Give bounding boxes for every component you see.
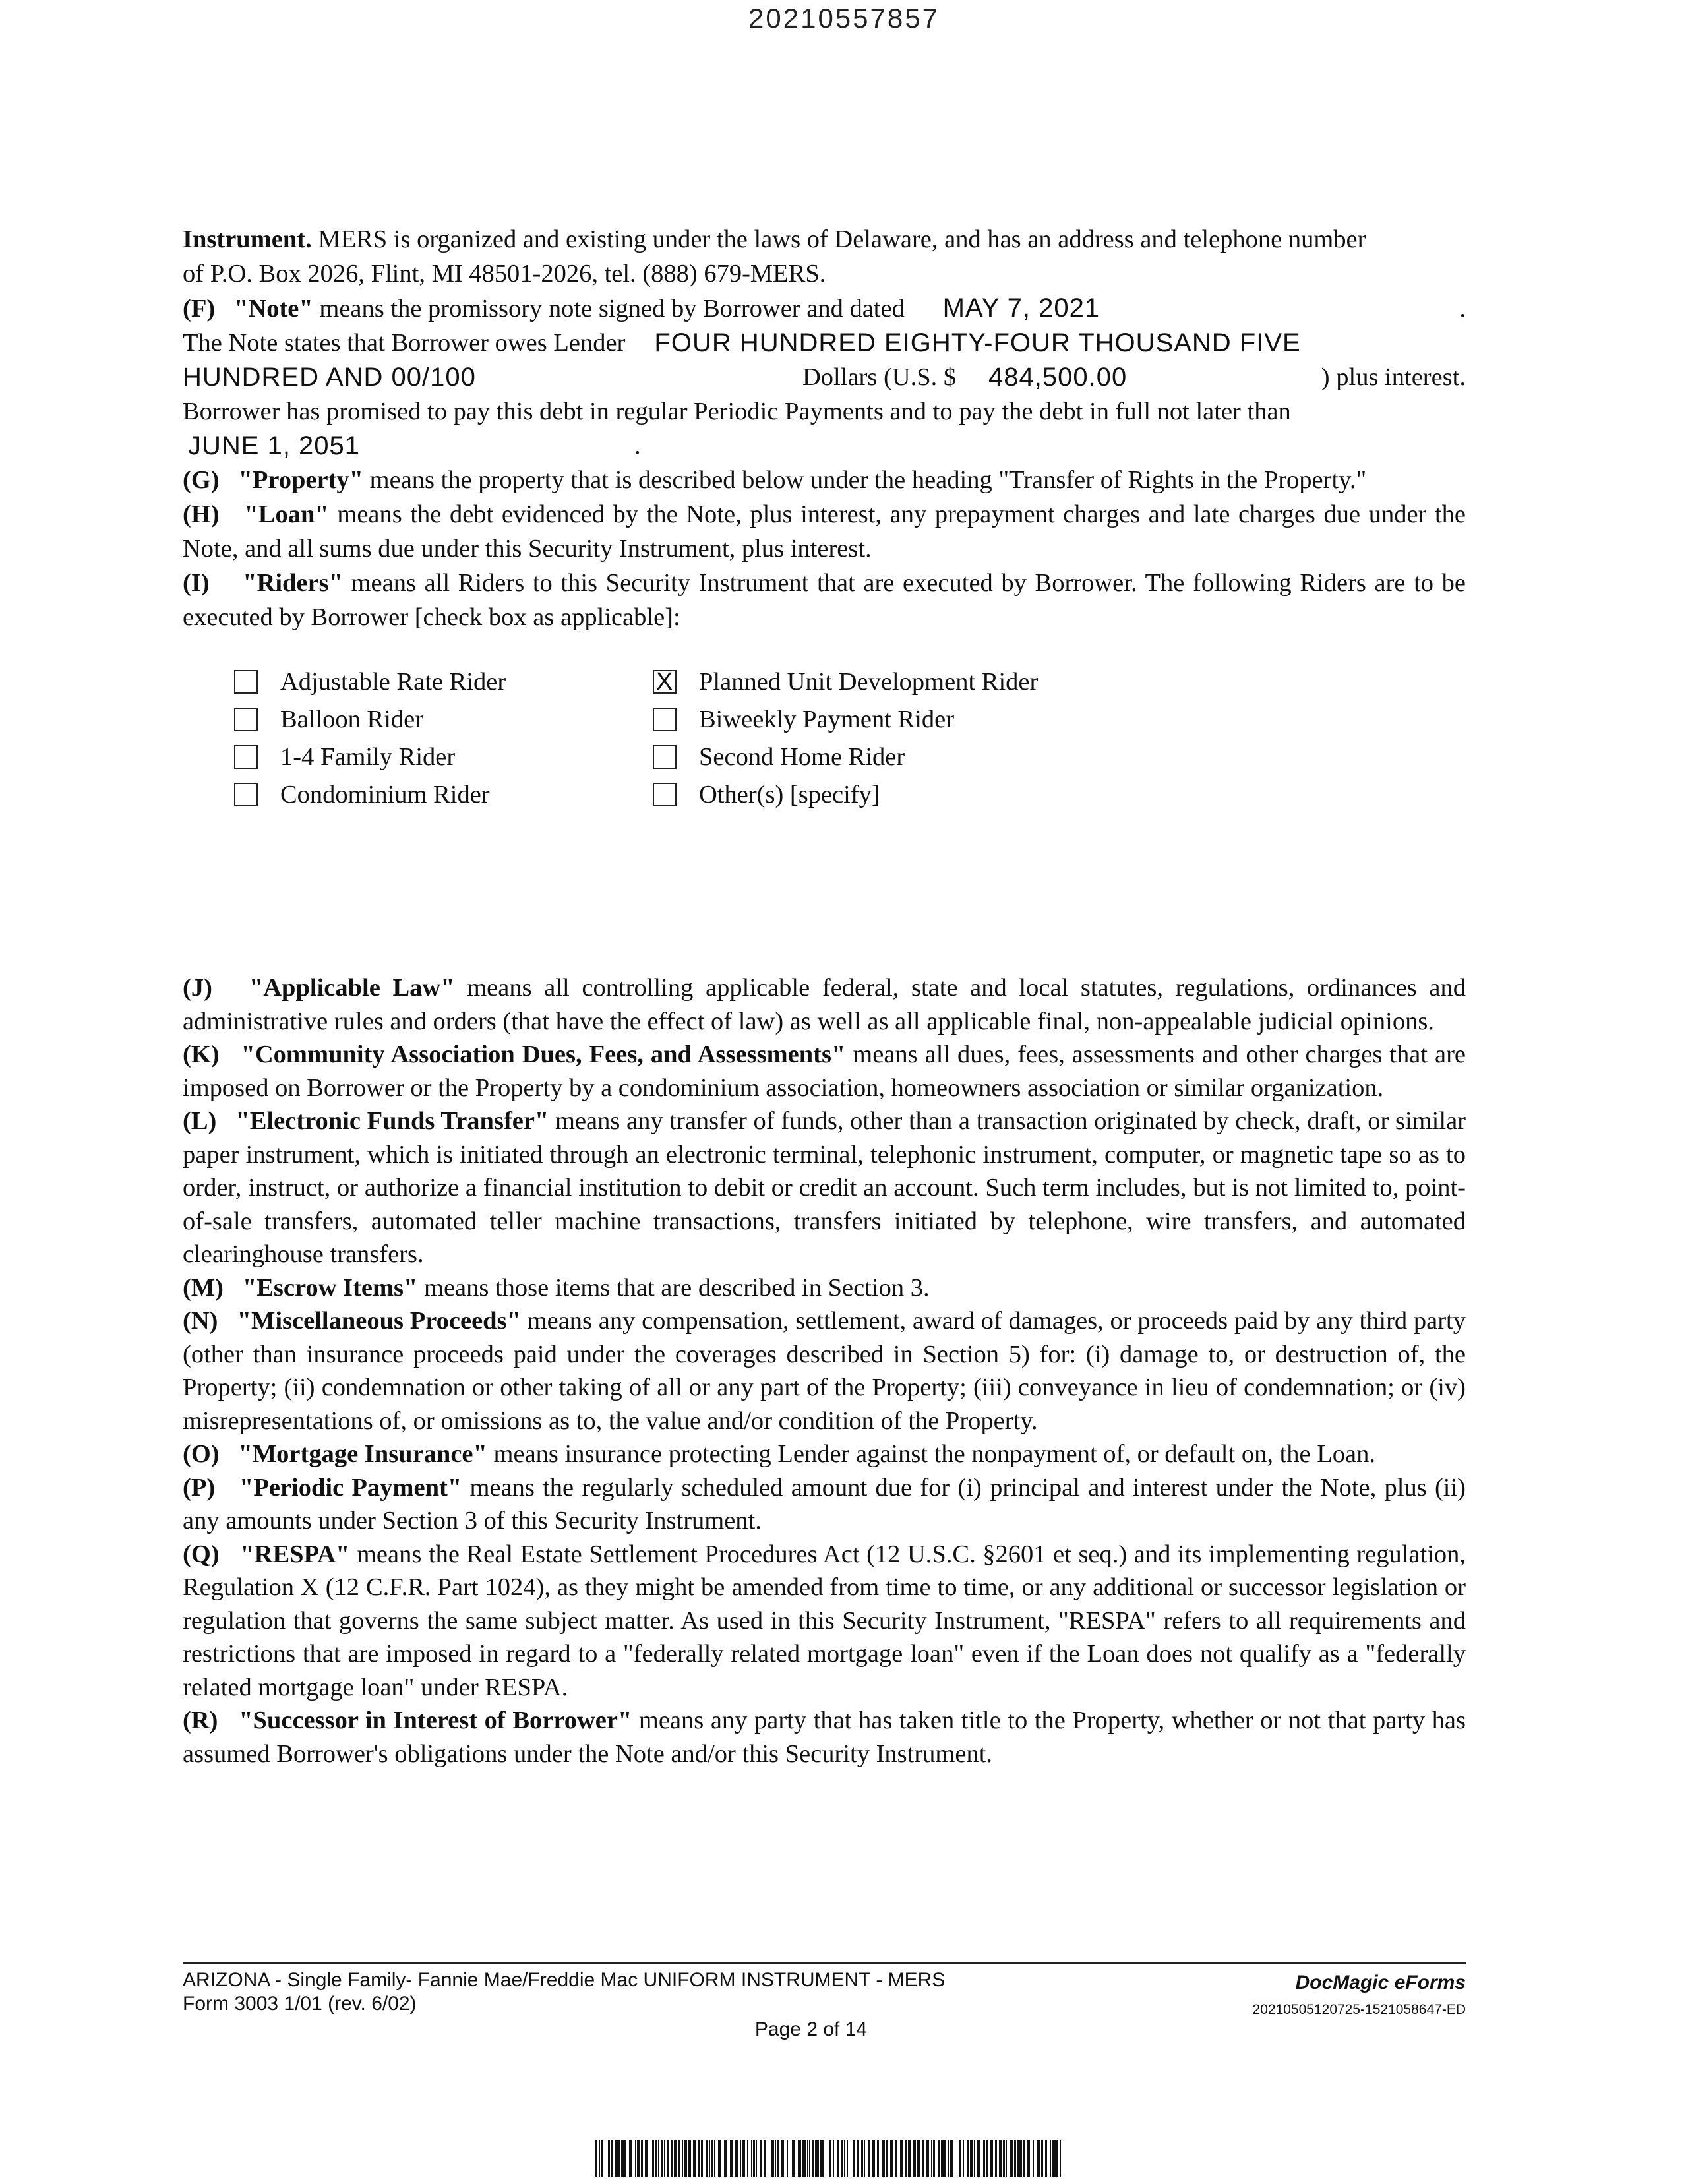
barcode-bar [661,2140,663,2177]
definition-r [183,1704,1466,1771]
barcode-bar [664,2140,665,2177]
definition-label: (P) [183,1473,216,1502]
definition-term: "Miscellaneous Proceeds" [237,1307,521,1335]
barcode-bar [658,2140,659,2177]
barcode-bar [1045,2140,1047,2177]
barcode-bar [1023,2140,1025,2177]
barcode-bar [771,2140,774,2177]
barcode-bar [1017,2140,1019,2177]
form-line-1: ARIZONA - Single Family- Fannie Mae/Freddie Mac UNIFORM INSTRUMENT - MERS [183,1969,946,1991]
barcode-bar [963,2140,964,2177]
barcode-bar [678,2140,680,2177]
barcode-bar [1042,2140,1043,2177]
barcode-bar [798,2140,801,2177]
definition-n [183,1304,1466,1438]
section-label: (H) [183,501,220,528]
barcode-bar [950,2140,953,2177]
barcode-bar [809,2140,810,2177]
barcode-bar [938,2140,940,2177]
barcode-bar [756,2140,757,2177]
rider-label: Condominium Rider [280,780,490,808]
barcode-bar [967,2140,969,2177]
barcode-bar [682,2140,683,2177]
barcode-bar [698,2140,700,2177]
barcode-bar [820,2140,822,2177]
barcode-bar [872,2140,875,2177]
section-text: means the property that is described below under the heading "Transfer of Rights in the Property." [363,466,1367,494]
barcode-bar [868,2140,870,2177]
checkbox[interactable] [234,708,258,731]
barcode-bar [959,2140,961,2177]
barcode-bar [913,2140,916,2177]
rider-planned-unit-development[interactable] [653,663,1038,700]
note-period: . [1459,295,1466,322]
barcode-bar [671,2140,673,2177]
checkbox[interactable] [234,783,258,806]
barcode-bar [686,2140,687,2177]
barcode-bar [737,2140,738,2177]
barcode-bar [1027,2140,1030,2177]
section-h [183,497,1466,566]
barcode-bar [895,2140,897,2177]
barcode-bar [900,2140,903,2177]
rider-label: 1-4 Family Rider [280,743,456,771]
barcode-bar [735,2140,737,2177]
rider-others[interactable] [653,775,1038,813]
definition-m [183,1271,1466,1305]
barcode-bar [753,2140,755,2177]
barcode-bar [787,2140,788,2177]
barcode-bar [652,2140,654,2177]
barcode-bar [655,2140,657,2177]
section-term: "Riders" [243,569,343,597]
barcode-bar [886,2140,888,2177]
section-term: "Note" [234,295,313,322]
barcode-bar [1010,2140,1013,2177]
barcode-bar [608,2140,610,2177]
barcode-bar [601,2140,603,2177]
note-text: means the promissory note signed by Borrower and dated [313,295,905,322]
owes-text: The Note states that Borrower owes Lender [183,329,626,357]
barcode-bar [637,2140,640,2177]
section-term: "Loan" [244,501,329,528]
barcode-bar [926,2140,929,2177]
definition-text: means the regularly scheduled amount due for (i) principal and interest under the Note, plus (ii) any amounts under Section 3 of this Security Instrument. [183,1473,1466,1534]
barcode-bar [995,2140,997,2177]
intro-paragraph [183,222,1466,291]
barcode-icon [595,2140,1061,2177]
barcode-bar [882,2140,885,2177]
definition-l [183,1105,1466,1271]
intro-text-2: of P.O. Box 2026, Flint, MI 48501-2026, tel. (888) 679-MERS. [183,260,826,288]
footer-divider [183,1962,1466,1964]
barcode-bar [1003,2140,1005,2177]
definition-term: "Successor in Interest of Borrower" [239,1707,632,1734]
barcode-bar [706,2140,708,2177]
checkbox[interactable] [234,745,258,769]
checkbox[interactable] [653,667,677,696]
brand-logo: DocMagic eForms [1295,1972,1466,1993]
barcode-bar [861,2140,863,2177]
section-label: (G) [183,466,220,494]
barcode-bar [645,2140,648,2177]
barcode-bar [624,2140,626,2177]
rider-label: Adjustable Rate Rider [280,667,506,696]
definition-text: means any compensation, settlement, award of damages, or proceeds paid by any third party (other than insurance proceeds paid under the coverages described in Section 5) for: (i) damage to, or destruction of, the Property; (ii) condemnation or other taking of all or any part of the Property; (iii) conveyance in lieu of condemnation; or (iv) misrepresentations of, or omissions as to, the value and/or condition of the Property. [183,1307,1466,1435]
barcode-bar [599,2140,600,2177]
barcode-bar [760,2140,762,2177]
definition-label: (N) [183,1307,218,1335]
barcode-bar [807,2140,808,2177]
definition-label: (R) [183,1707,218,1734]
checkbox[interactable] [653,745,677,769]
barcode-bar [714,2140,715,2177]
barcode-bar [693,2140,696,2177]
barcode-bar [1041,2140,1042,2177]
barcode-bar [877,2140,879,2177]
definition-term: "Community Association Dues, Fees, and Assessments" [241,1041,846,1068]
barcode-bar [747,2140,748,2177]
checkbox-mark: X [655,667,673,696]
definition-text: means the Real Estate Settlement Procedures Act (12 U.S.C. §2601 et seq.) and its implementing regulation, Regulation X (12 C.F.R. Part 1024), as they might be amended from time to time, or any additional or successor legislation or regulation that governs the same subject matter. As used in this Security Instrument, "RESPA" refers to all requirements and restrictions that are imposed in regard to a "federally related mortgage loan" even if the Loan does not qualify as a "federally related mortgage loan" under RESPA. [183,1540,1466,1701]
barcode-bar [615,2140,618,2177]
definition-label: (Q) [183,1540,220,1568]
rider-label: Other(s) [specify] [699,780,880,808]
barcode-bar [948,2140,949,2177]
rider-condominium[interactable] [234,775,506,813]
definition-text: means those items that are described in Section 3. [417,1273,930,1302]
definition-text: means insurance protecting Lender against the nonpayment of, or default on, the Loan. [487,1440,1375,1468]
definition-term: "RESPA" [240,1540,350,1568]
barcode-bar [688,2140,691,2177]
definition-text: means any party that has taken title to the Property, whether or not that party has assumed Borrower's obligations under the Note and/or this Security Instrument. [183,1707,1466,1768]
barcode-bar [1014,2140,1016,2177]
definition-term: "Escrow Items" [242,1273,418,1302]
barcode-bar [1052,2140,1054,2177]
rider-1-4-family[interactable] [234,738,506,775]
plus-interest: ) plus interest. [1321,363,1466,391]
barcode-bar [667,2140,669,2177]
definition-k [183,1038,1466,1105]
note-line [183,291,1466,326]
barcode-bar [635,2140,636,2177]
barcode-bar [812,2140,814,2177]
definitions-part-1 [183,222,1466,634]
barcode-bar [1050,2140,1051,2177]
barcode-bar [674,2140,677,2177]
barcode-bar [864,2140,865,2177]
section-term: "Property" [238,466,364,494]
riders-left-column [234,663,506,813]
maturity-date: JUNE 1, 2051 [188,431,361,460]
barcode-bar [933,2140,935,2177]
barcode-bar [1033,2140,1034,2177]
barcode-bar [684,2140,686,2177]
barcode-bar [983,2140,985,2177]
definition-text: means all dues, fees, assessments and other charges that are imposed on Borrower or the Property by a condominium association, homeowners association or similar organization. [183,1041,1466,1102]
barcode-bar [793,2140,795,2177]
section-g [183,463,1466,497]
definition-q [183,1538,1466,1705]
barcode-bar [890,2140,893,2177]
amount-numeric: 484,500.00 [988,363,1128,392]
barcode-bar [941,2140,944,2177]
barcode-bar [999,2140,1002,2177]
barcode-bar [718,2140,721,2177]
barcode-bar [986,2140,988,2177]
barcode-bar [837,2140,839,2177]
barcode-bar [701,2140,703,2177]
barcode-bar [1037,2140,1040,2177]
checkbox[interactable] [653,783,677,806]
section-text: means the debt evidenced by the Note, plus interest, any prepayment charges and late charges due under the Note, and all sums due under this Security Instrument, plus interest. [183,501,1466,562]
barcode-bar [847,2140,848,2177]
barcode-bar [740,2140,741,2177]
owes-line [183,326,1466,360]
rider-biweekly-payment[interactable] [653,700,1038,738]
barcode-bar [816,2140,819,2177]
barcode-bar [992,2140,993,2177]
barcode-bar [1019,2140,1022,2177]
barcode-bar [974,2140,975,2177]
barcode-bar [777,2140,779,2177]
definition-label: (L) [183,1107,217,1135]
definition-label: (J) [183,974,212,1002]
barcode-bar [917,2140,920,2177]
definition-p [183,1471,1466,1538]
barcode-bar [724,2140,727,2177]
document-number: 20210557857 [748,3,940,34]
section-i [183,566,1466,634]
barcode-bar [709,2140,710,2177]
definition-label: (M) [183,1273,224,1302]
definition-term: "Mortgage Insurance" [238,1440,487,1468]
barcode-bar [641,2140,643,2177]
checkbox[interactable] [653,708,677,731]
dollars-text: Dollars (U.S. $ [802,363,957,391]
barcode-bar [611,2140,613,2177]
barcode-bar [931,2140,932,2177]
barcode-bar [829,2140,831,2177]
rider-balloon[interactable] [234,700,506,738]
section-label: (I) [183,569,210,597]
amount-words-2: HUNDRED AND 00/100 [183,363,476,392]
section-label: (F) [183,295,216,322]
definition-j [183,971,1466,1038]
maturity-period: . [634,432,641,460]
barcode-bar [922,2140,924,2177]
barcode-bar [781,2140,784,2177]
barcode-bar [822,2140,824,2177]
barcode-bar [618,2140,620,2177]
amount-words-1: FOUR HUNDRED EIGHTY-FOUR THOUSAND FIVE [654,328,1301,357]
rider-label: Balloon Rider [280,705,424,733]
barcode-bar [970,2140,973,2177]
barcode-bar [621,2140,624,2177]
barcode-bar [629,2140,632,2177]
barcode-bar [1006,2140,1007,2177]
barcode-bar [792,2140,793,2177]
barcode-bar [764,2140,766,2177]
checkbox[interactable] [234,670,258,694]
definitions-part-2 [183,971,1466,1771]
amount-line [183,360,1466,394]
rider-label: Biweekly Payment Rider [699,705,955,733]
definition-text: means all controlling applicable federal, state and local statutes, regulations, ordinances and administrative rules and orders (that have the effect of law) as well as all applicable final, non-appealable judicial opinions. [183,974,1466,1035]
barcode-bar [844,2140,845,2177]
promise-text: Borrower has promised to pay this debt in regular Periodic Payments and to pay the debt in full not later than [183,398,1291,425]
barcode-bar [1060,2140,1061,2177]
definition-label: (O) [183,1440,220,1468]
rider-adjustable-rate[interactable] [234,663,506,700]
intro-text-1: MERS is organized and existing under the laws of Delaware, and has an address and telephone number [311,226,1366,253]
barcode-bar [841,2140,843,2177]
barcode-bar [944,2140,946,2177]
rider-second-home[interactable] [653,738,1038,775]
riders-right-column [653,663,1038,813]
definition-term: "Electronic Funds Transfer" [235,1107,549,1135]
barcode-bar [990,2140,992,2177]
barcode-bar [977,2140,980,2177]
barcode-bar [1054,2140,1058,2177]
definition-o [183,1438,1466,1471]
barcode-bar [775,2140,776,2177]
definition-label: (K) [183,1041,220,1068]
barcode-bar [908,2140,911,2177]
barcode-bar [730,2140,733,2177]
form-id: 20210505120725-1521058647-ED [1252,2002,1466,2017]
rider-label: Planned Unit Development Rider [699,667,1039,696]
barcode-bar [802,2140,804,2177]
barcode-bar [815,2140,816,2177]
intro-lead: Instrument. [183,226,312,253]
barcode-bar [857,2140,859,2177]
barcode-bar [853,2140,855,2177]
barcode-bar [804,2140,806,2177]
barcode-bar [905,2140,907,2177]
barcode-bar [751,2140,752,2177]
barcode-bar [742,2140,745,2177]
definition-term: "Applicable Law" [249,974,455,1002]
barcode-bar [833,2140,834,2177]
page-number: Page 2 of 14 [754,2018,868,2040]
definition-text: means any transfer of funds, other than a transaction originated by check, draft, or similar paper instrument, which is initiated through an electronic terminal, telephonic instrument, computer, or magnetic tape so as to order, instruct, or authorize a financial institution to debit or credit an account. Such term includes, but is not limited to, point-of-sale transfers, automated teller machine transactions, transfers initiated by telephone, wire transfers, and automated clearinghouse transfers. [183,1107,1466,1268]
rider-label: Second Home Rider [699,743,905,771]
form-line-2: Form 3003 1/01 (rev. 6/02) [183,1993,417,2015]
note-date: MAY 7, 2021 [942,293,1100,322]
definition-term: "Periodic Payment" [239,1473,462,1502]
barcode-bar [711,2140,713,2177]
barcode-bar [595,2140,597,2177]
maturity-line [183,429,1466,463]
section-text: means all Riders to this Security Instrument that are executed by Borrower. The following Riders are to be executed by Borrower [check box as applicable]: [183,569,1466,631]
